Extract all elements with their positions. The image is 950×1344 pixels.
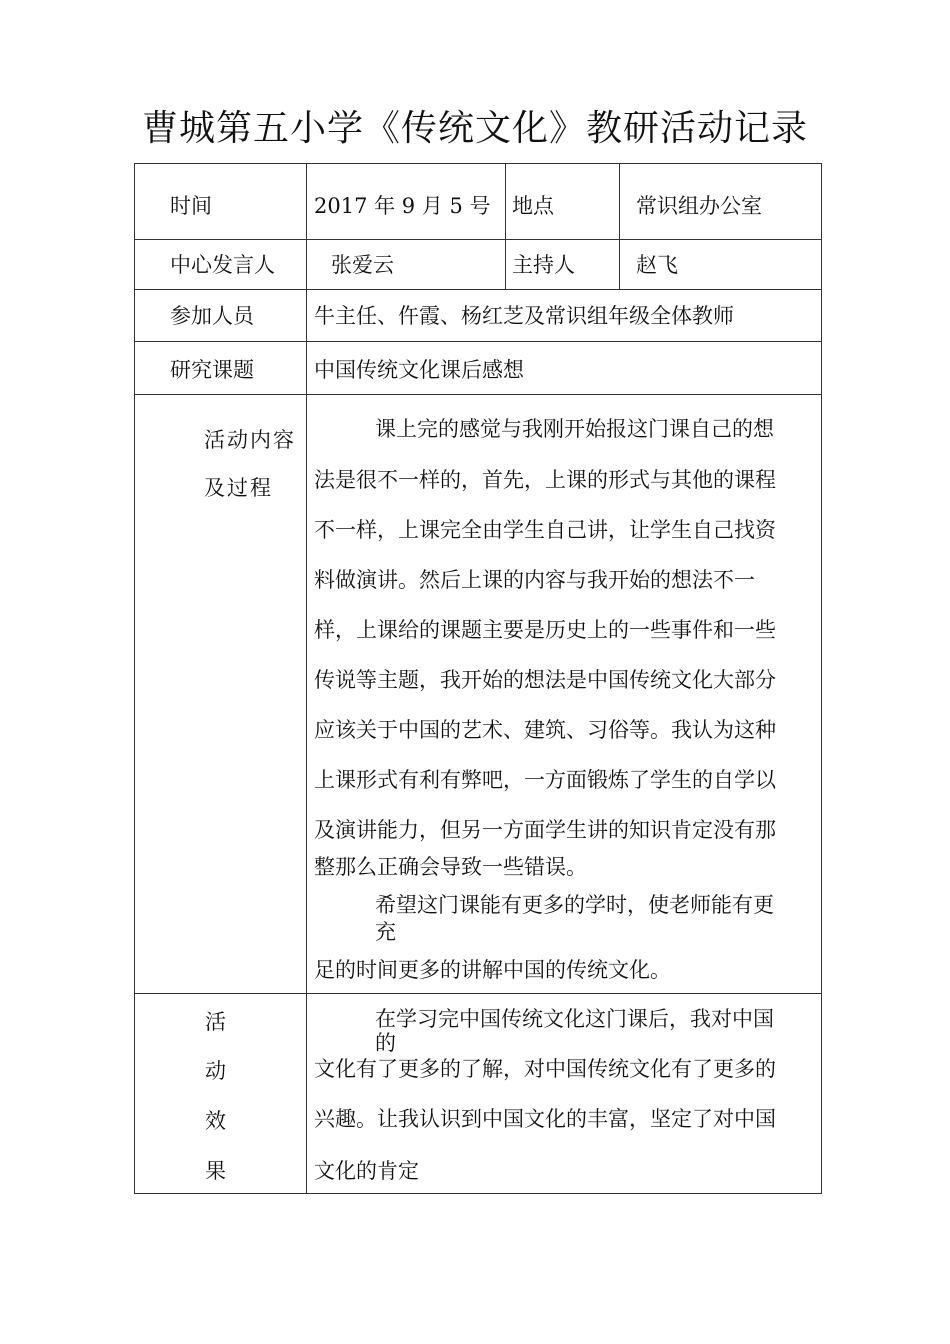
participants-value: 牛主任、仵霞、杨红芝及常识组年级全体教师 xyxy=(314,304,734,328)
column-divider xyxy=(505,163,506,290)
content-line: 足的时间更多的讲解中国的传统文化。 xyxy=(314,958,671,982)
content-line: 料做演讲。然后上课的内容与我开始的想法不一 xyxy=(314,568,755,592)
effect-label-char: 活 xyxy=(205,1010,226,1034)
content-line: 及演讲能力，但另一方面学生讲的知识肯定没有那 xyxy=(314,818,776,842)
time-label: 时间 xyxy=(170,194,212,218)
topic-label: 研究课题 xyxy=(170,358,254,382)
table-border-right xyxy=(821,163,822,1194)
host-label: 主持人 xyxy=(512,253,575,277)
column-divider xyxy=(306,163,307,1194)
effect-label-char: 果 xyxy=(205,1159,226,1183)
table-border-bottom xyxy=(134,1193,822,1194)
content-line: 希望这门课能有更多的学时，使老师能有更 xyxy=(375,893,774,917)
row-divider xyxy=(134,341,822,342)
topic-value: 中国传统文化课后感想 xyxy=(314,358,524,382)
place-label: 地点 xyxy=(512,194,554,218)
table-border-left xyxy=(134,163,135,1194)
effect-line: 文化的肯定 xyxy=(314,1159,419,1183)
row-divider xyxy=(134,289,822,290)
page-title: 曹城第五小学《传统文化》教研活动记录 xyxy=(141,108,808,149)
content-line: 充 xyxy=(375,920,396,944)
place-value: 常识组办公室 xyxy=(636,194,762,218)
time-value: 2017 年 9 月 5 号 xyxy=(314,194,491,218)
content-line: 上课形式有利有弊吧，一方面锻炼了学生的自学以 xyxy=(314,768,776,792)
effect-label-char: 动 xyxy=(205,1059,226,1083)
content-label-line2: 及过程 xyxy=(204,476,273,500)
column-divider xyxy=(619,163,620,290)
effect-line: 文化有了更多的了解，对中国传统文化有了更多的 xyxy=(314,1057,776,1081)
row-divider xyxy=(134,239,822,240)
host-value: 赵飞 xyxy=(636,253,678,277)
speaker-label: 中心发言人 xyxy=(170,253,275,277)
speaker-value: 张爱云 xyxy=(331,253,394,277)
effect-line: 在学习完中国传统文化这门课后，我对中国 xyxy=(375,1007,774,1031)
content-line: 传说等主题，我开始的想法是中国传统文化大部分 xyxy=(314,668,776,692)
content-line: 样，上课给的课题主要是历史上的一些事件和一些 xyxy=(314,618,776,642)
content-line: 整那么正确会导致一些错误。 xyxy=(314,855,587,879)
row-divider xyxy=(134,394,822,395)
content-line: 课上完的感觉与我刚开始报这门课自己的想 xyxy=(375,417,774,441)
effect-line-clipped: 的 xyxy=(375,1031,396,1055)
content-line: 应该关于中国的艺术、建筑、习俗等。我认为这种 xyxy=(314,718,776,742)
effect-label-char: 效 xyxy=(205,1109,226,1133)
content-line: 法是很不一样的，首先，上课的形式与其他的课程 xyxy=(314,468,776,492)
effect-line: 兴趣。让我认识到中国文化的丰富，坚定了对中国 xyxy=(314,1107,776,1131)
content-label-line1: 活动内容 xyxy=(204,428,296,452)
participants-label: 参加人员 xyxy=(170,304,254,328)
row-divider xyxy=(134,993,822,994)
content-line: 不一样，上课完全由学生自己讲，让学生自己找资 xyxy=(314,518,776,542)
table-border-top xyxy=(134,163,822,164)
